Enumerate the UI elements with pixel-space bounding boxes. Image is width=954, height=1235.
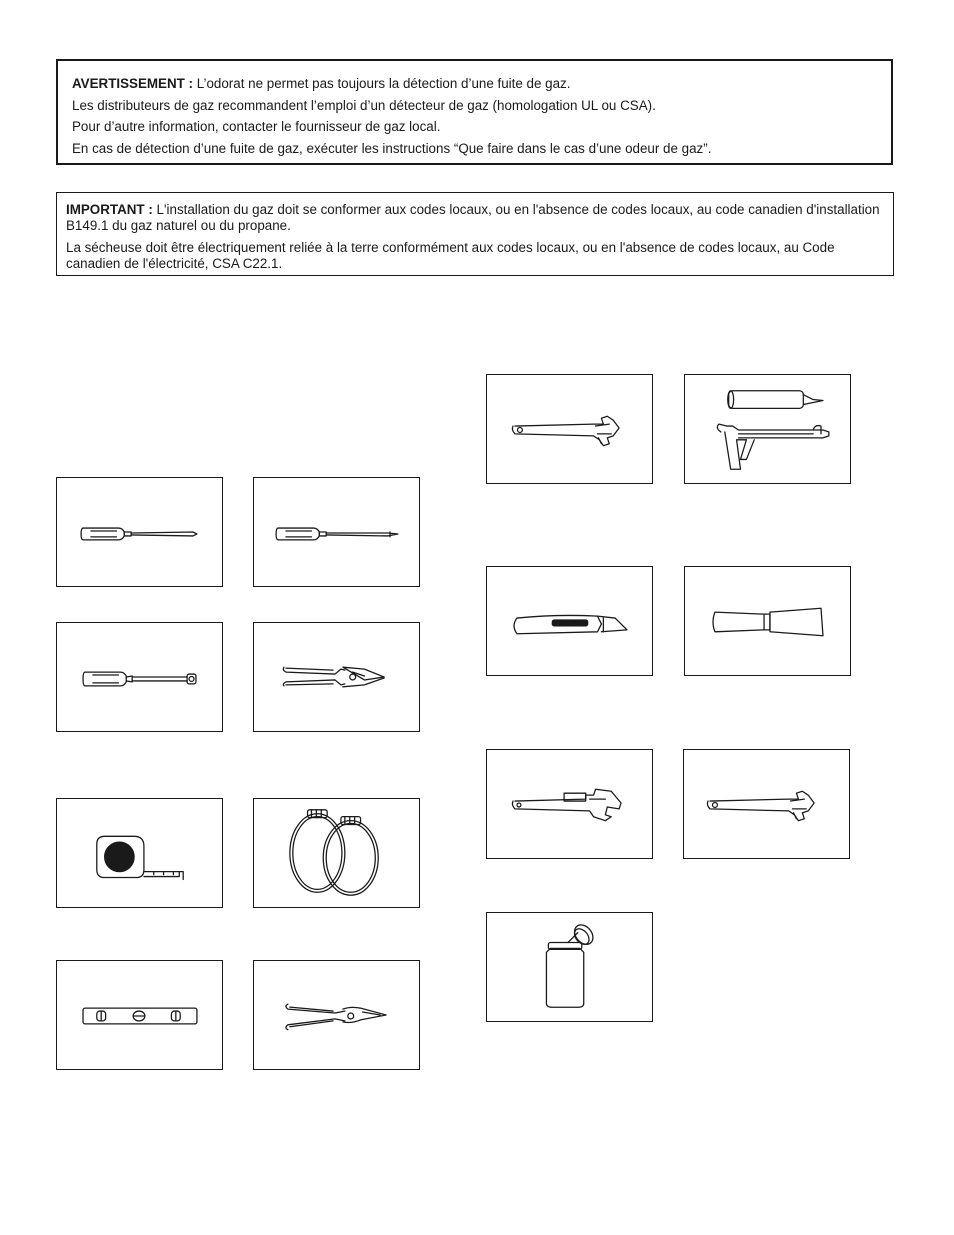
- caulking-gun-icon: [685, 375, 850, 483]
- tool-pliers: [253, 960, 420, 1070]
- tool-utility-knife: [486, 566, 653, 676]
- adjustable-wrench-small-icon: [684, 750, 849, 858]
- adjustable-wrench-icon: [487, 375, 652, 483]
- tool-level: [56, 960, 223, 1070]
- utility-knife-icon: [487, 567, 652, 675]
- nut-driver-icon: [57, 623, 222, 731]
- warning-label: AVERTISSEMENT :: [72, 76, 194, 91]
- important-para-2: La sécheuse doit être électriquement reliée à la terre conformément aux codes locaux, ou en l'absence de codes locaux, au Code canadien de l'électricité, CSA C22.1.: [66, 240, 835, 271]
- tool-flat-screwdriver: [56, 477, 223, 587]
- tool-leak-test-solution: [486, 912, 653, 1022]
- tool-hose-clamps: [253, 798, 420, 908]
- tool-phillips-screwdriver: [253, 477, 420, 587]
- warning-line-2: Les distributeurs de gaz recommandent l’emploi d’un détecteur de gaz (homologation UL ou CSA).: [72, 97, 656, 113]
- warning-box: [56, 59, 893, 165]
- hose-clamps-icon: [254, 799, 419, 907]
- warning-line-3: Pour d’autre information, contacter le fournisseur de gaz local.: [72, 119, 441, 134]
- warning-line-4: En cas de détection d’une fuite de gaz, exécuter les instructions “Que faire dans le cas d’une odeur de gaz”.: [72, 140, 712, 156]
- putty-knife-icon: [685, 567, 850, 675]
- tool-adjustable-wrench: [486, 374, 653, 484]
- pipe-wrench-icon: [487, 750, 652, 858]
- warning-line-1: AVERTISSEMENT : L’odorat ne permet pas toujours la détection d’une fuite de gaz.: [72, 76, 571, 91]
- pliers-icon: [254, 961, 419, 1069]
- tool-putty-knife: [684, 566, 851, 676]
- tin-snips-icon: [254, 623, 419, 731]
- phillips-screwdriver-icon: [254, 478, 419, 586]
- important-box: [56, 192, 894, 276]
- tool-caulking-gun: [684, 374, 851, 484]
- tool-pipe-wrench: [486, 749, 653, 859]
- important-para-1: IMPORTANT : L'installation du gaz doit se conformer aux codes locaux, ou en l'absence de codes locaux, au code canadien d'installation B149.1 du gaz naturel ou du propane.: [66, 202, 880, 233]
- tool-tape-measure: [56, 798, 223, 908]
- leak-test-solution-icon: [487, 913, 652, 1021]
- important-label: IMPORTANT :: [66, 202, 153, 217]
- level-icon: [57, 961, 222, 1069]
- tape-measure-icon: [57, 799, 222, 907]
- flat-screwdriver-icon: [57, 478, 222, 586]
- tool-nut-driver: [56, 622, 223, 732]
- tool-adjustable-wrench-small: [683, 749, 850, 859]
- tool-tin-snips: [253, 622, 420, 732]
